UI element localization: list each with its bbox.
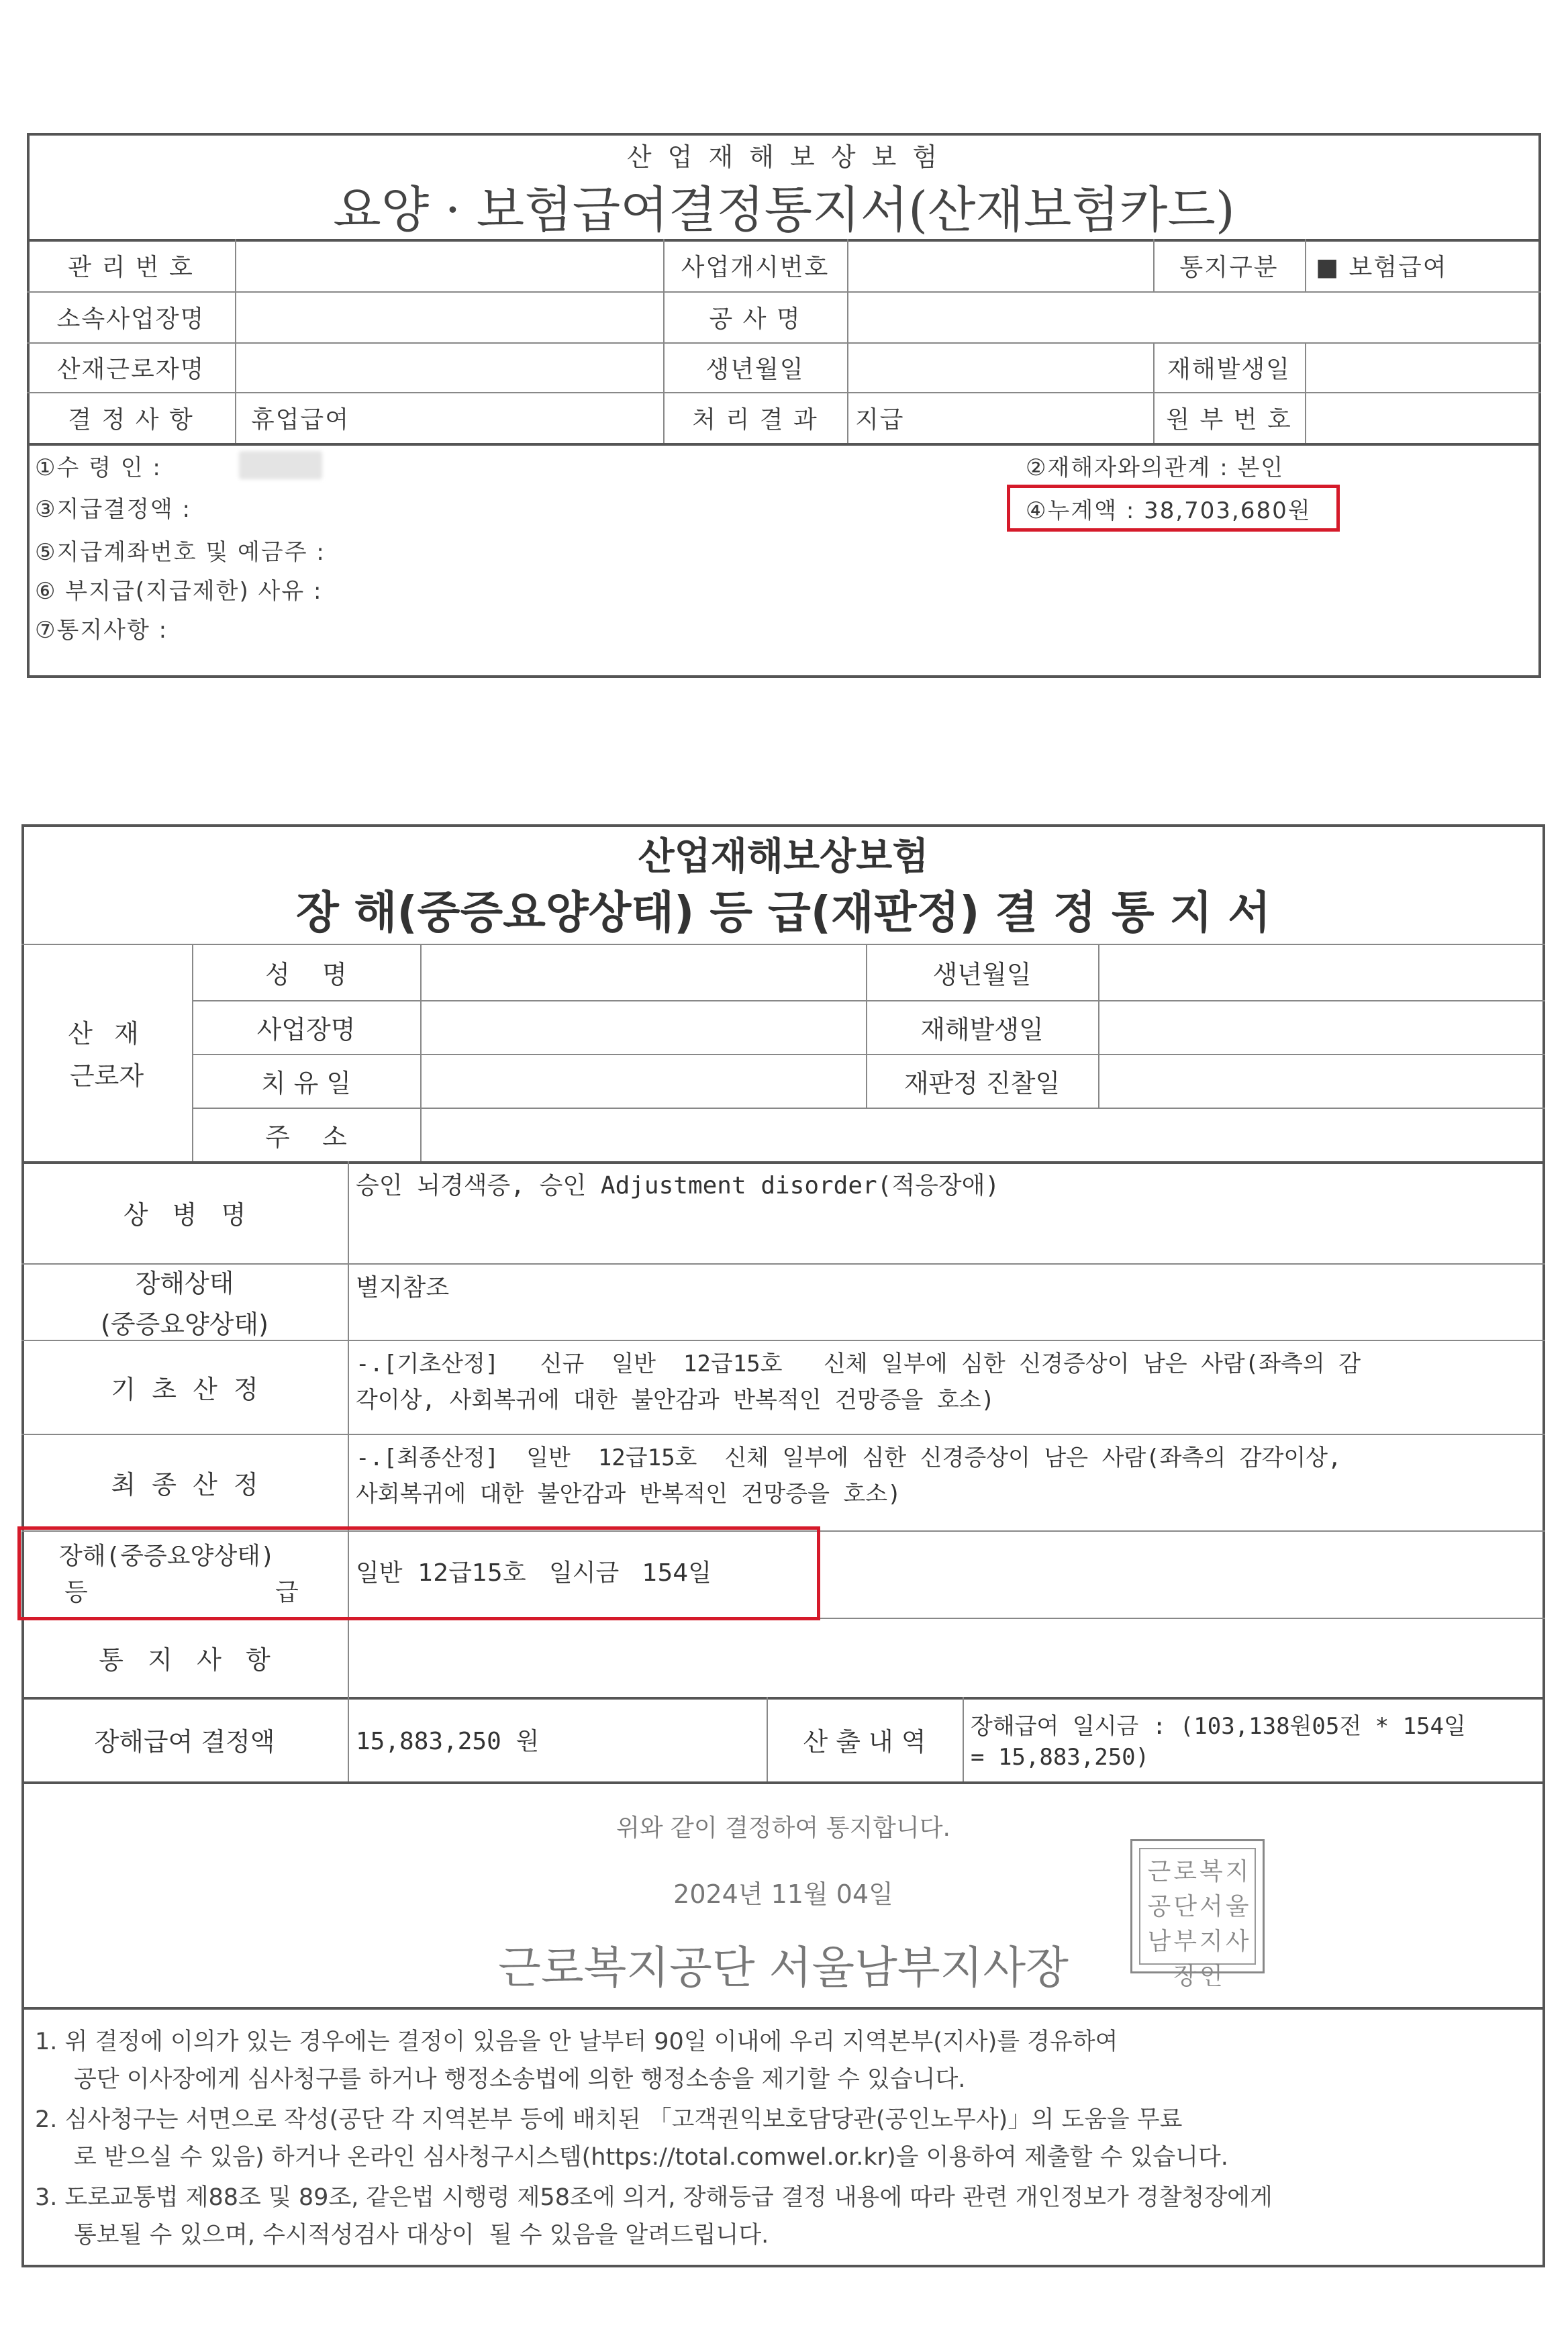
- processing-result-value: 지급: [855, 405, 905, 434]
- card-subtitle: 산 업 재 해 보 상 보 험: [626, 142, 942, 172]
- item-recipient: ①수 령 인 :: [35, 454, 162, 481]
- label-notify-items: 통 지 사 항: [99, 1645, 271, 1675]
- label-workplace: 사업장명: [256, 1014, 356, 1044]
- worker-group-label: [21, 944, 192, 1161]
- final-calculation-line1: -.[최종산정] 일반 12급15호 신체 일부에 심한 신경증상이 남은 사람(좌측의 감각이상,: [356, 1444, 1342, 1471]
- label-disability-state-line1: 장해상태: [135, 1269, 234, 1298]
- item-account: ⑤지급계좌번호 및 예금주 :: [35, 538, 326, 566]
- notify-type-value: ■ 보험급여: [1316, 253, 1448, 281]
- label-accident-date-notice: 재해발생일: [920, 1014, 1044, 1044]
- label-address: 주 소: [265, 1122, 347, 1152]
- decision-value: 휴업급여: [251, 405, 350, 434]
- item-decided-amount: ③지급결정액 :: [35, 495, 191, 523]
- calculation-detail-line1: 장해급여 일시금 : (103,138원05전 * 154일: [971, 1713, 1466, 1740]
- item-relation: ②재해자와의관계 : 본인: [1026, 454, 1285, 481]
- final-calculation-line2: 사회복귀에 대한 불안감과 반복적인 건망증을 호소): [356, 1481, 901, 1508]
- label-name: 성 명: [265, 959, 347, 989]
- basic-calculation-line1: -.[기초산정] 신규 일반 12급15호 신체 일부에 심한 신경증상이 남은 사람(좌측의 감: [356, 1351, 1361, 1377]
- worker-group-label-line1: 산 재: [68, 1019, 146, 1048]
- label-grade-line1: 장해(중증요양상태): [59, 1542, 275, 1570]
- issue-date: 2024년 11월 04일: [673, 1879, 893, 1909]
- label-ledger-number: 원 부 번 호: [1166, 405, 1292, 434]
- grade-value: 일반 12급15호 일시금 154일: [356, 1559, 712, 1587]
- label-cure-date: 치 유 일: [260, 1068, 352, 1098]
- card-title: 요양 · 보험급여결정통지서(산재보험카드): [333, 181, 1235, 239]
- label-construction-name: 공 사 명: [709, 305, 801, 333]
- footer-note-3-line1: 3. 도로교통법 제88조 및 89조, 같은법 시행령 제58조에 의거, 장해등급 결정 내용에 따라 관련 개인정보가 경찰청장에게: [35, 2184, 1273, 2211]
- item-nonpayment-reason: ⑥ 부지급(지급제한) 사유 :: [35, 577, 323, 605]
- disability-state-value: 별지참조: [356, 1274, 450, 1302]
- footer-note-2-line1: 2. 심사청구는 서면으로 작성(공단 각 지역본부 등에 배치된 「고객권익보호담당관(공인노무사)」의 도움을 무료: [35, 2106, 1183, 2133]
- notice-title: 장 해(중증요양상태) 등 급(재판정) 결 정 통 지 서: [295, 886, 1271, 938]
- label-grade-line2b: 급: [275, 1579, 299, 1606]
- official-seal: [1130, 1839, 1265, 1990]
- item-notice: ⑦통지사항 :: [35, 616, 168, 644]
- footer-note-3-line2: 통보될 수 있으며, 수시적성검사 대상이 될 수 있음을 알려드립니다.: [74, 2222, 769, 2249]
- label-disability-state-line2: (중증요양상태): [101, 1310, 268, 1339]
- label-birthdate-notice: 생년월일: [932, 959, 1032, 989]
- label-management-number: 관 리 번 호: [68, 253, 194, 281]
- label-birthdate: 생년월일: [705, 355, 805, 383]
- closing-text: 위와 같이 결정하여 통지합니다.: [616, 1814, 950, 1842]
- label-disability-state: [21, 1263, 348, 1340]
- label-notify-type: 통지구분: [1179, 253, 1279, 281]
- footer-note-1-line1: 1. 위 결정에 이의가 있는 경우에는 결정이 있음을 안 날부터 90일 이내에 우리 지역본부(지사)를 경유하여: [35, 2028, 1118, 2055]
- redacted-recipient-name: [239, 451, 322, 479]
- calculation-detail-line2: = 15,883,250): [971, 1744, 1150, 1771]
- footer-note-1-line2: 공단 이사장에게 심사청구를 하거나 행정소송법에 의한 행정소송을 제기할 수 있습니다.: [74, 2066, 966, 2093]
- label-calculation-detail: 산 출 내 역: [803, 1726, 926, 1757]
- footer-note-2-line2: 로 받으실 수 있음) 하거나 온라인 심사청구시스템(https://total.comwel.or.kr)을 이용하여 제출할 수 있습니다.: [74, 2144, 1228, 2171]
- label-accident-date: 재해발생일: [1167, 355, 1291, 383]
- label-business-start-number: 사업개시번호: [681, 253, 830, 281]
- label-final-calculation: 최 종 산 정: [111, 1469, 258, 1500]
- label-basic-calculation: 기 초 산 정: [111, 1374, 258, 1404]
- disease-value: 승인 뇌경색증, 승인 Adjustment disorder(적응장애): [356, 1172, 1000, 1199]
- notice-subtitle: 산업재해보상보험: [638, 835, 929, 879]
- label-worker-name: 산재근로자명: [56, 355, 205, 383]
- official-seal-text: 근로복지공단서울남부지사장인: [1147, 1858, 1252, 1990]
- label-processing-result: 처 리 결 과: [692, 405, 818, 434]
- label-workplace-name: 소속사업장명: [56, 305, 205, 333]
- worker-group-label-line2: 근로자: [69, 1061, 144, 1091]
- label-reexam-date: 재판정 진찰일: [903, 1068, 1061, 1098]
- label-disease: 상 병 명: [123, 1199, 246, 1230]
- basic-calculation-line2: 각이상, 사회복귀에 대한 불안감과 반복적인 건망증을 호소): [356, 1387, 995, 1414]
- item-cumulative-amount: ④누계액 : 38,703,680원: [1026, 497, 1312, 524]
- benefit-amount-value: 15,883,250 원: [356, 1727, 540, 1755]
- label-benefit-amount: 장해급여 결정액: [94, 1726, 275, 1757]
- label-grade-line2a: 등: [64, 1579, 88, 1606]
- label-decision: 결 정 사 항: [68, 405, 194, 434]
- issuer-name: 근로복지공단 서울남부지사장: [498, 1941, 1069, 1994]
